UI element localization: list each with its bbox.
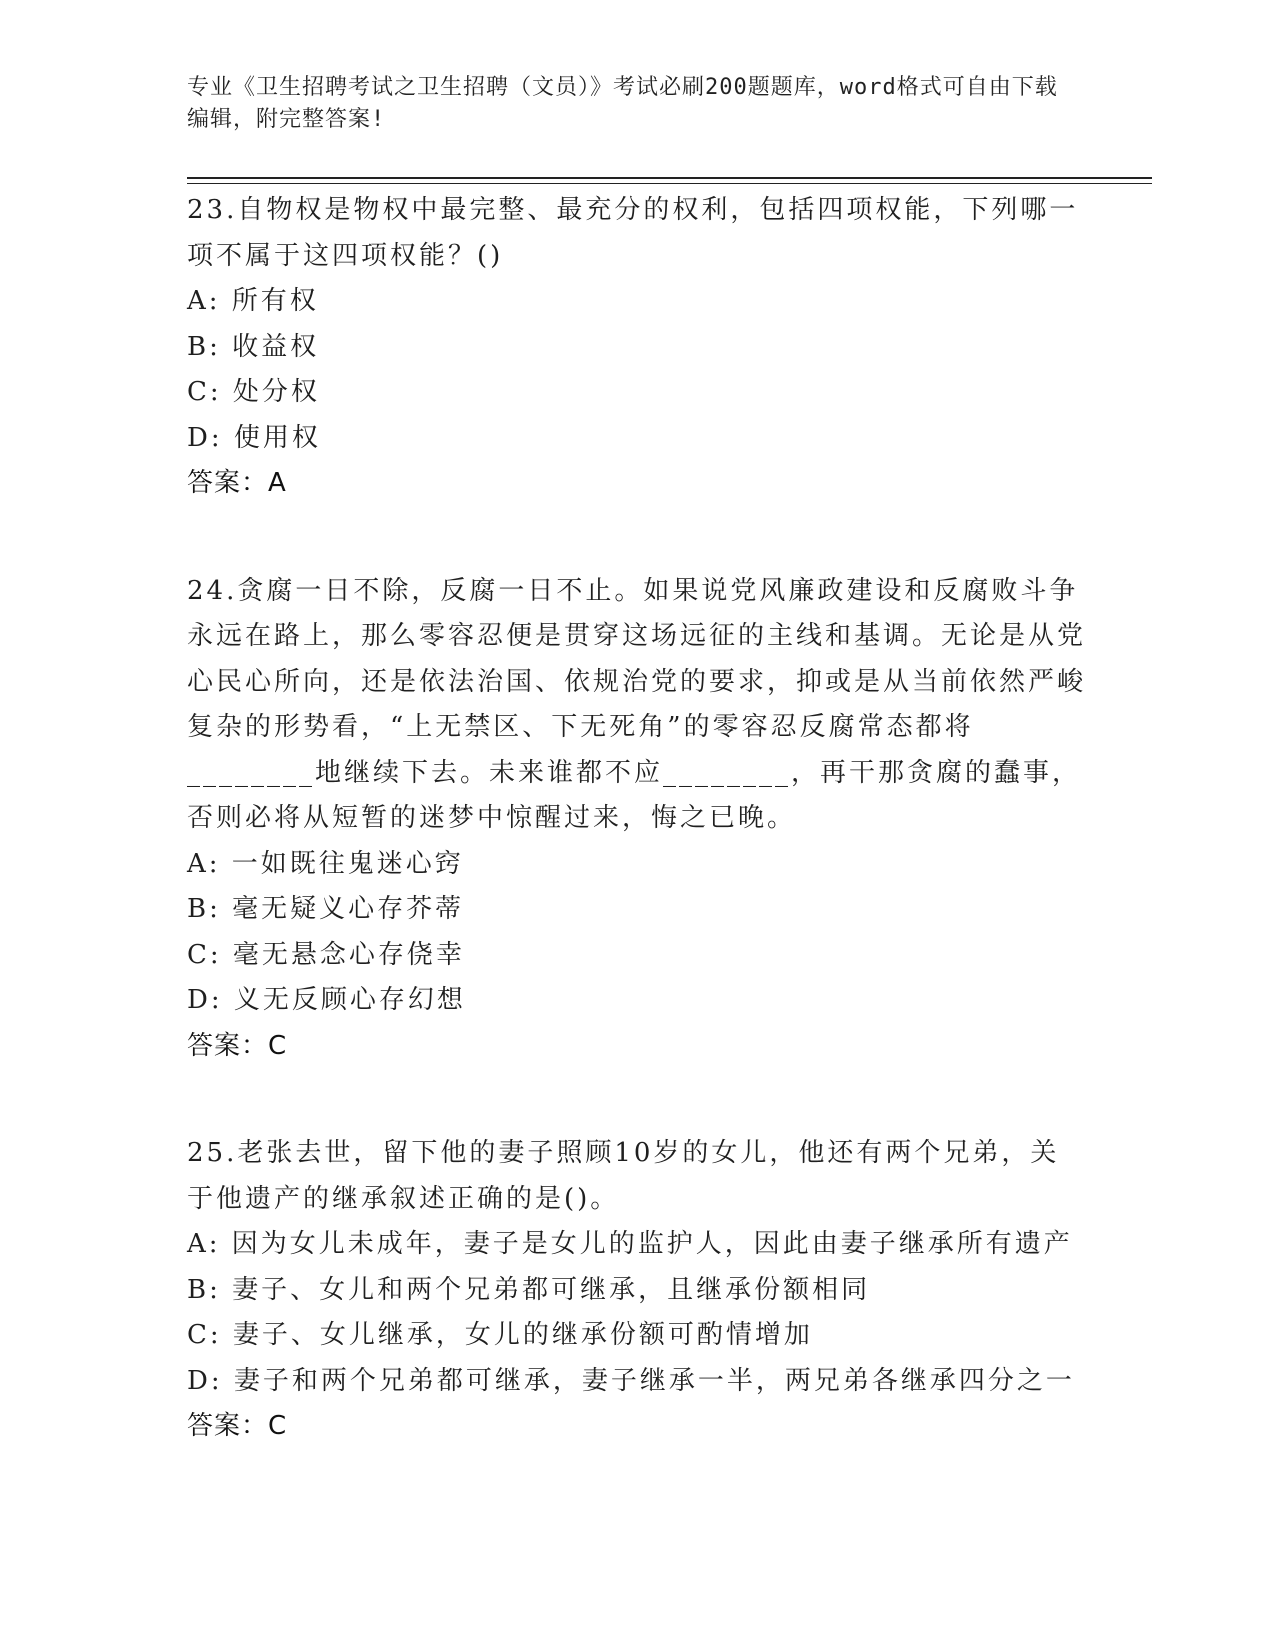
answer: 答案：C [187, 1411, 288, 1441]
option-d: D: 妻子和两个兄弟都可继承，妻子继承一半，两兄弟各继承四分之一 [187, 1365, 1075, 1396]
option-c: C: 妻子、女儿继承，女儿的继承份额可酌情增加 [187, 1320, 813, 1350]
question-list [187, 188, 1087, 1512]
page-header: 专业《卫生招聘考试之卫生招聘（文员）》考试必刷200题题库，word格式可自由下载编辑，附完整答案! [187, 75, 1058, 132]
option-a: A: 一如既往鬼迷心窍 [187, 848, 464, 879]
answer: 答案：C [187, 1030, 288, 1061]
option-a: A: 所有权 [187, 286, 319, 316]
question-text: 23.自物权是物权中最完整、最充分的权利，包括四项权能，下列哪一项不属于这四项权能？() [187, 195, 1079, 271]
option-c: C: 处分权 [187, 377, 320, 407]
question-text: 25.老张去世，留下他的妻子照顾10岁的女儿，他还有两个兄弟，关于他遗产的继承叙述正确的是()。 [187, 1138, 1060, 1214]
question-23 [187, 188, 1087, 507]
question-text: 24.贪腐一日不除，反腐一日不止。如果说党风廉政建设和反腐败斗争永远在路上，那么零容忍便是贯穿这场远征的主线和基调。无论是从党心民心所向，还是依法治国、依规治党的要求，抑或是从当前依然严峻复杂的形势看，“上无禁区、下无死角”的零容忍反腐常态都将________地继续下去。未来谁都不应________，再干那贪腐的蠢事，否则必将从短暂的迷梦中惊醒过来，悔之已晚。 [187, 575, 1087, 833]
option-b: B: 收益权 [187, 331, 320, 362]
option-c: C: 毫无悬念心存侥幸 [187, 939, 465, 970]
question-24 [187, 569, 1087, 1070]
question-25 [187, 1131, 1087, 1450]
option-d: D: 使用权 [187, 422, 321, 453]
option-d: D: 义无反顾心存幻想 [187, 985, 466, 1015]
option-b: B: 毫无疑义心存芥蒂 [187, 894, 465, 924]
option-b: B: 妻子、女儿和两个兄弟都可继承，且继承份额相同 [187, 1274, 871, 1305]
answer: 答案：A [187, 468, 287, 498]
option-a: A: 因为女儿未成年，妻子是女儿的监护人，因此由妻子继承所有遗产 [187, 1229, 1073, 1259]
header-divider [187, 177, 1152, 184]
